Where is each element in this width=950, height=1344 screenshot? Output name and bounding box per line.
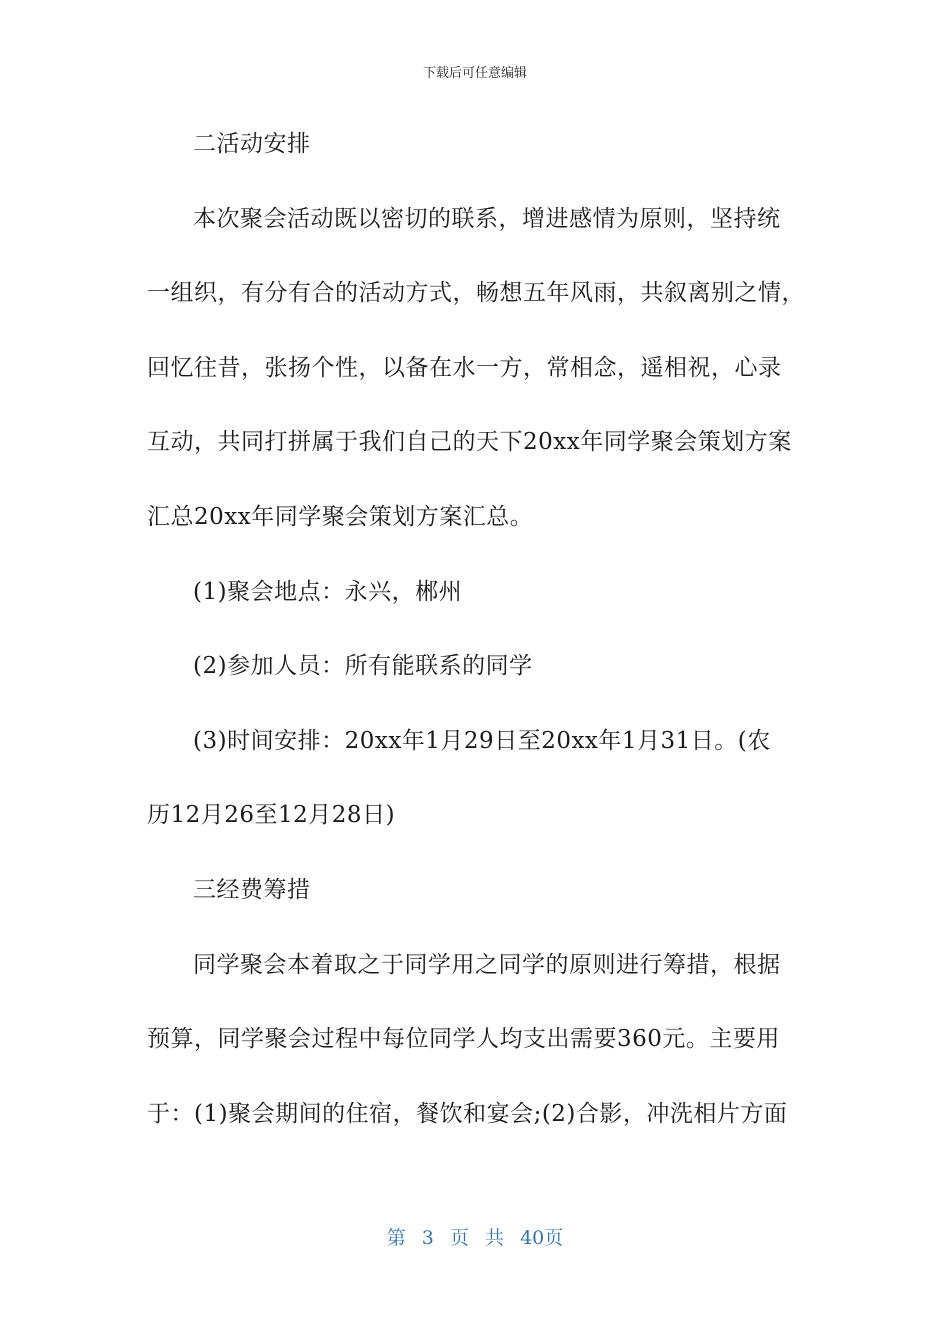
page-label-prefix: 第 <box>386 1227 406 1249</box>
page-header: 下载后可任意编辑 <box>422 66 527 81</box>
section-heading: 三经费筹措 <box>193 876 311 903</box>
list-item-continuation: 历12月26至12月28日) <box>147 802 396 829</box>
paragraph-line: 本次聚会活动既以密切的联系，增进感情为原则，坚持统 <box>193 205 781 232</box>
paragraph-line: 汇总20xx年同学聚会策划方案汇总。 <box>147 503 534 530</box>
page-footer <box>0 1226 950 1250</box>
paragraph-line: 回忆往昔，张扬个性，以备在水一方，常相念，遥相祝，心录 <box>147 354 782 381</box>
paragraph-line: 同学聚会本着取之于同学用之同学的原则进行筹措，根据 <box>193 951 781 978</box>
document-body <box>147 121 807 1165</box>
list-item: (2)参加人员：所有能联系的同学 <box>193 653 533 680</box>
page-current-number: 3 <box>421 1227 434 1249</box>
paragraph-line: 于：(1)聚会期间的住宿，餐饮和宴会;(2)合影，冲洗相片方面 <box>147 1100 788 1127</box>
paragraph-line: 一组织，有分有合的活动方式，畅想五年风雨，共叙离别之情， <box>147 280 805 307</box>
section-heading: 二活动安排 <box>193 131 311 157</box>
paragraph-line: 预算，同学聚会过程中每位同学人均支出需要360元。主要用 <box>147 1026 780 1053</box>
list-item: (3)时间安排：20xx年1月29日至20xx年1月31日。(农 <box>193 727 771 754</box>
list-item: (1)聚会地点：永兴，郴州 <box>193 578 463 605</box>
page-total-number: 40页 <box>520 1227 564 1249</box>
page-label-unit: 页 <box>449 1227 469 1249</box>
page-label-total-prefix: 共 <box>485 1227 505 1249</box>
paragraph-line: 互动，共同打拼属于我们自己的天下20xx年同学聚会策划方案 <box>147 429 792 456</box>
